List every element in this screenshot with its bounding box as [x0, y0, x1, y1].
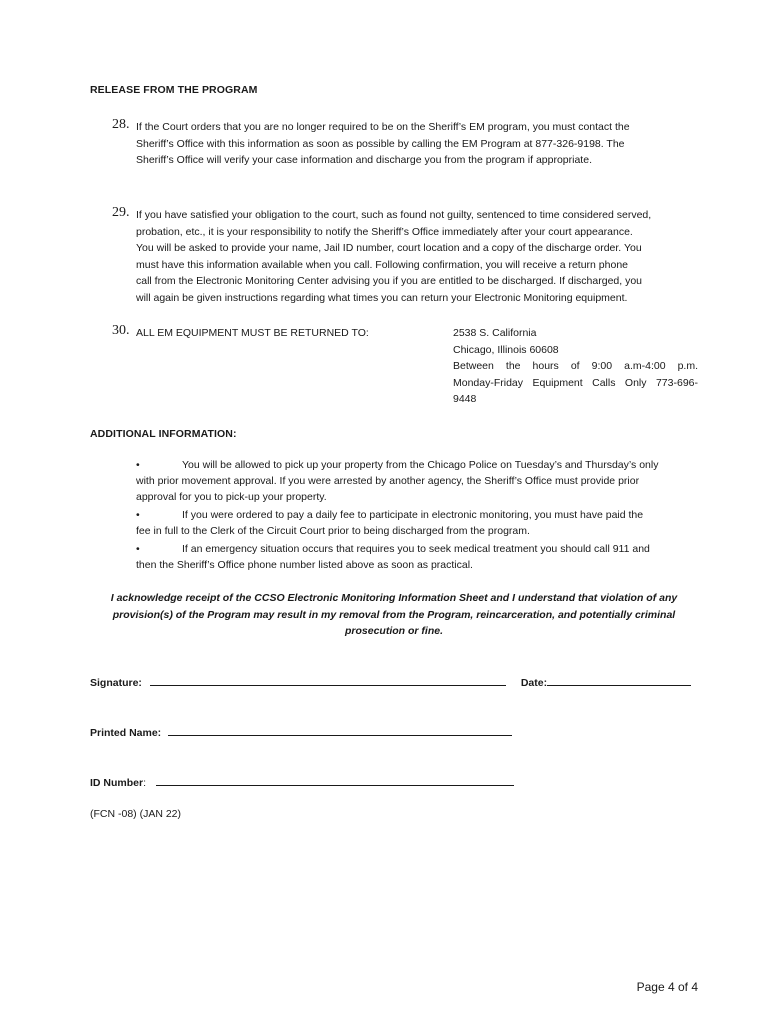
- item-line: If you have satisfied your obligation to the court, such as found not guilty, sentenced to time considered served,: [136, 209, 652, 221]
- item-line: call from the Electronic Monitoring Center advising you if you are entitled to be discharged. If discharged, you: [136, 275, 643, 287]
- bullet-text: then the Sheriff’s Office phone number listed above as soon as practical.: [136, 559, 473, 571]
- acknowledgement-line: provision(s) of the Program may result in my removal from the Program, reincarceration, and potentially criminal: [112, 608, 676, 621]
- address-line: Monday-Friday Equipment Calls Only 773-696-: [453, 376, 698, 389]
- address-line: 2538 S. California: [453, 327, 537, 339]
- item-line: probation, etc., it is your responsibility to notify the Sheriff’s Office immediately after your court appearance.: [136, 225, 633, 238]
- address-line: Between the hours of 9:00 a.m-4:00 p.m.: [453, 360, 698, 372]
- return-address: [453, 325, 698, 408]
- address-line: Chicago, Illinois 60608: [453, 343, 559, 356]
- printed-name-field[interactable]: [168, 724, 512, 736]
- id-number-label: ID Number: [90, 777, 144, 789]
- item-line: Sheriff’s Office with this information as soon as possible by calling the EM Program at 877-326-9198. The: [136, 137, 625, 150]
- acknowledgement-line: prosecution or fine.: [344, 625, 443, 637]
- id-number-row: [90, 773, 710, 791]
- item-line: Sheriff’s Office will verify your case information and discharge you from the program if appropriate.: [136, 154, 592, 166]
- acknowledgement-line: I acknowledge receipt of the CCSO Electronic Monitoring Information Sheet and I understand that violation of any: [110, 592, 678, 604]
- printed-name-row: [90, 723, 710, 741]
- bullet-text: approval for you to pick-up your property.: [136, 491, 327, 503]
- item-line: must have this information available when you call. Following confirmation, you will receive a return phone: [136, 258, 628, 271]
- id-number-colon: :: [143, 777, 147, 789]
- bullet-text: You will be allowed to pick up your property from the Chicago Police on Tuesday’s and Thursday’s only: [182, 459, 659, 471]
- bullet-text: with prior movement approval. If you were arrested by another agency, the Sheriff’s Office must provide prior: [136, 475, 640, 487]
- bullet-icon: •: [136, 509, 140, 521]
- list-item: [136, 507, 698, 539]
- bullet-list: [136, 457, 698, 573]
- form-code: (FCN -08) (JAN 22): [90, 808, 182, 820]
- bullet-text: fee in full to the Clerk of the Circuit Court prior to being discharged from the program.: [136, 525, 530, 537]
- bullet-text: If you were ordered to pay a daily fee to participate in electronic monitoring, you must have paid the: [182, 509, 644, 521]
- item-29: [90, 207, 698, 306]
- release-heading: RELEASE FROM THE PROGRAM: [90, 84, 258, 96]
- item-number: 30.: [112, 323, 130, 338]
- additional-heading: ADDITIONAL INFORMATION:: [90, 428, 237, 440]
- date-field[interactable]: [547, 674, 691, 686]
- list-item: [136, 457, 698, 505]
- item-number: 29.: [112, 205, 130, 220]
- bullet-icon: •: [136, 543, 140, 555]
- bullet-text: If an emergency situation occurs that requires you to seek medical treatment you should call 911 and: [182, 543, 650, 555]
- signature-label: Signature:: [90, 677, 142, 689]
- item-line: ALL EM EQUIPMENT MUST BE RETURNED TO:: [136, 327, 369, 339]
- item-line: If the Court orders that you are no longer required to be on the Sheriff’s EM program, you must contact the: [136, 121, 630, 133]
- item-line: will again be given instructions regarding what times you can return your Electronic Monitoring equipment.: [136, 291, 628, 304]
- printed-name-label: Printed Name:: [90, 727, 162, 739]
- bullet-icon: •: [136, 459, 140, 471]
- signature-row: [90, 673, 710, 691]
- item-number: 28.: [112, 117, 130, 132]
- id-number-field[interactable]: [156, 774, 514, 786]
- acknowledgement: [90, 590, 698, 640]
- signature-field[interactable]: [150, 674, 506, 686]
- list-item: [136, 541, 698, 573]
- item-28: [90, 119, 698, 169]
- page-number: Page 4 of 4: [636, 980, 698, 994]
- date-label: Date:: [520, 677, 548, 689]
- address-line: 9448: [453, 393, 477, 405]
- item-line: You will be asked to provide your name, Jail ID number, court location and a copy of the discharge order. You: [136, 242, 642, 254]
